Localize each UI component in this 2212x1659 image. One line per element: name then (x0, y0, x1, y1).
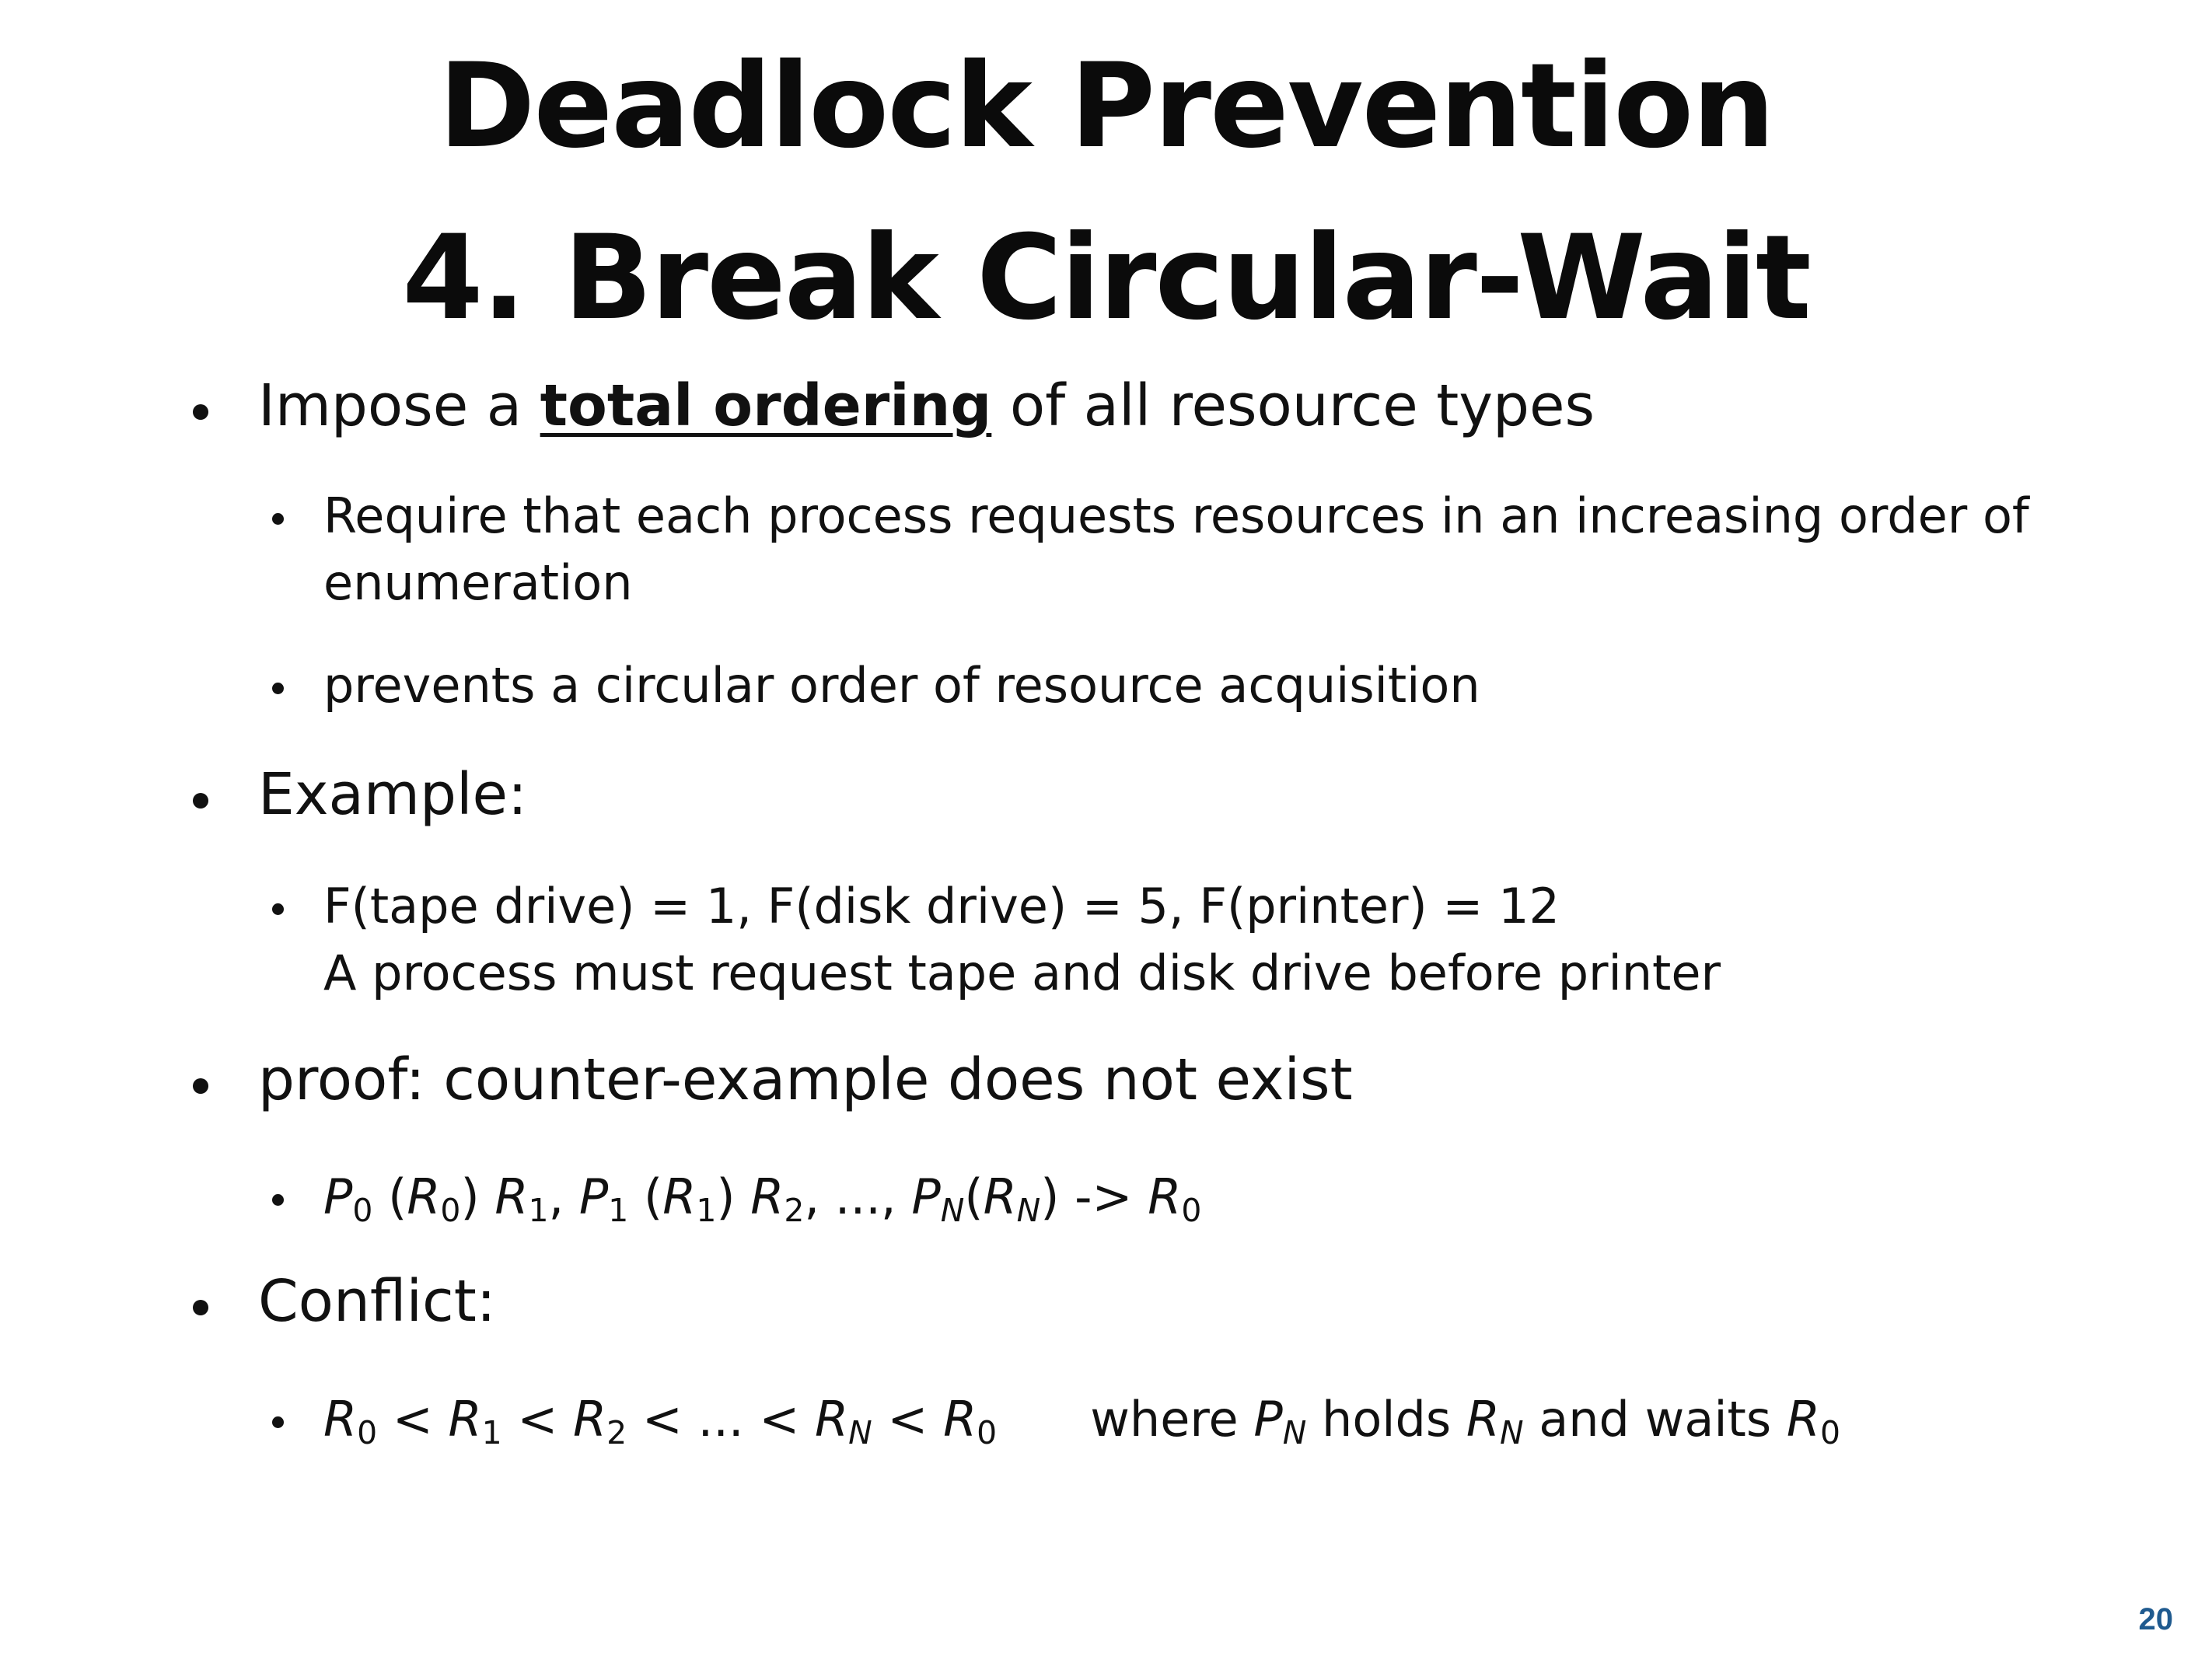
bullet-text: F(tape drive) = 1, F(disk drive) = 5, F(printer) = 12 A process must request tape and disk drive before printer (323, 878, 1721, 1001)
bullet-text: Impose a total ordering of all resource types (258, 372, 1595, 439)
slide-title-line-2: 4. Break Circular-Wait (402, 211, 1810, 346)
bullet-dot-icon (272, 903, 284, 915)
bullet-dot-icon (193, 404, 208, 420)
bullet-text: prevents a circular order of resource acquisition (323, 657, 1480, 714)
bullet-dot-icon (272, 683, 284, 694)
bullet-text: Require that each process requests resources in an increasing order of enumeration (323, 487, 2029, 611)
bullet-dot-icon (272, 1416, 284, 1428)
bullet-dot-icon (272, 1194, 284, 1206)
slide-title-line-1: Deadlock Prevention (438, 39, 1774, 174)
math-expression: P0 (R0) R1, P1 (R1) R2, ..., PN(RN) -> R0 (323, 1168, 1202, 1229)
bullet-dot-icon (193, 1078, 208, 1094)
emphasized-term: total ordering (540, 372, 992, 439)
bullet-dot-icon (193, 1300, 208, 1315)
bullet-dot-icon (272, 513, 284, 525)
bullet-dot-icon (193, 793, 208, 809)
page-number: 20 (2138, 1602, 2173, 1636)
bullet-text: Conflict: (258, 1268, 496, 1335)
bullet-text: Example: (258, 761, 527, 828)
math-expression: R0 < R1 < R2 < ... < RN < R0 where PN holds RN and waits R0 (323, 1391, 1840, 1451)
bullet-text: proof: counter-example does not exist (258, 1046, 1353, 1113)
